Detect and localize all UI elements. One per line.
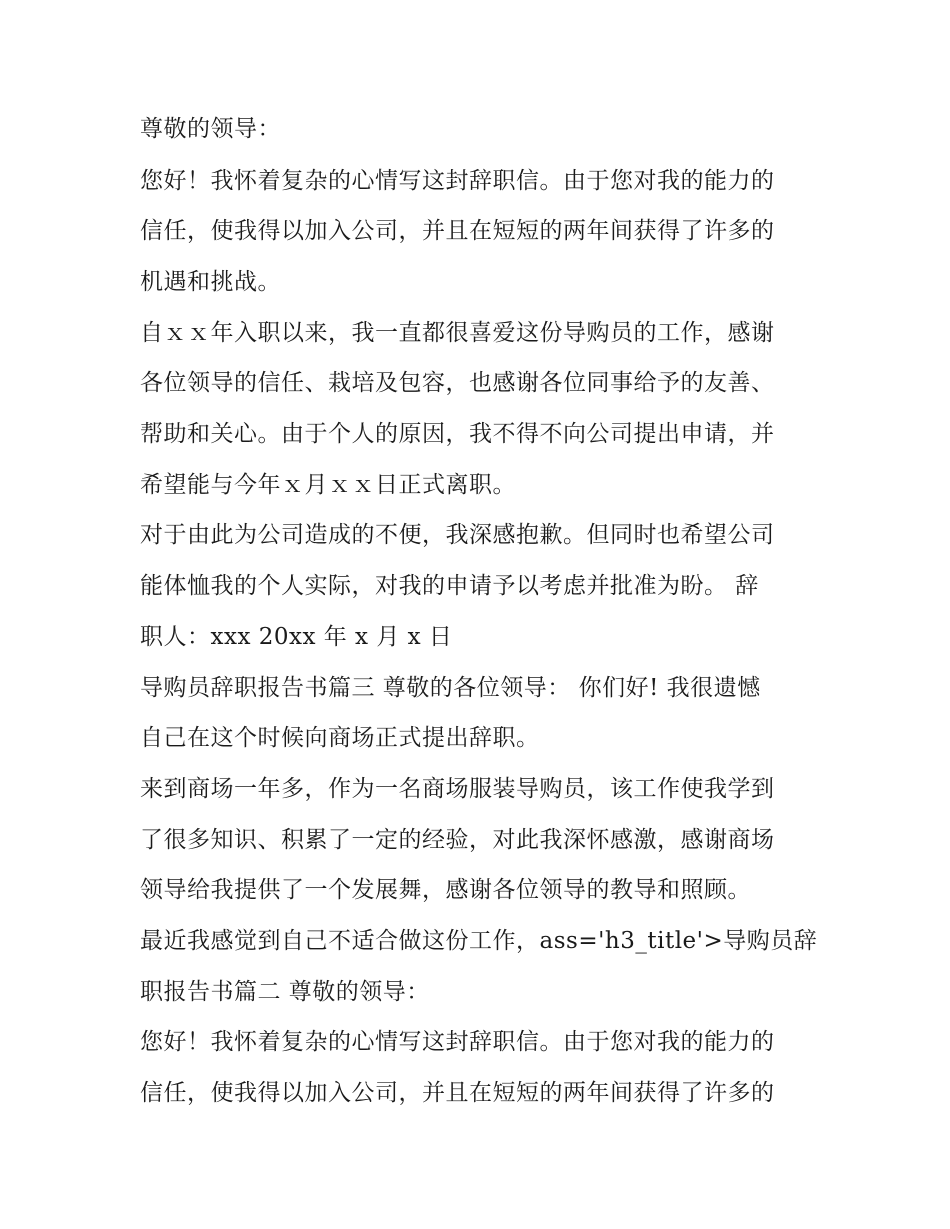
text-line: 希望能与今年ｘ月ｘｘ日正式离职。 (140, 472, 516, 498)
text-line: 对于由此为公司造成的不便，我深感抱歉。但同时也希望公司 (140, 522, 775, 548)
text-line: 能体恤我的个人实际，对我的申请予以考虑并批准为盼。 辞 (140, 573, 759, 599)
text-line: 您好！我怀着复杂的心情写这封辞职信。由于您对我的能力的 (140, 168, 775, 194)
text-line: 信任，使我得以加入公司，并且在短短的两年间获得了许多的 (140, 218, 775, 244)
text-line: 领导给我提供了一个发展舞，感谢各位领导的教导和照顾。 (140, 877, 751, 903)
text-line: 自己在这个时候向商场正式提出辞职。 (140, 725, 540, 751)
text-line: 来到商场一年多，作为一名商场服装导购员，该工作使我学到 (140, 776, 775, 802)
text-line: 各位领导的信任、栽培及包容，也感谢各位同事给予的友善、 (140, 370, 775, 396)
text-line: 导购员辞职报告书篇三 尊敬的各位领导： 你们好! 我很遗憾 (140, 675, 761, 701)
text-line: 尊敬的领导： (140, 116, 281, 142)
text-line: 职人：xxx 20xx 年 x 月 x 日 (140, 624, 453, 650)
text-line: 您好！我怀着复杂的心情写这封辞职信。由于您对我的能力的 (140, 1029, 775, 1055)
text-line: 职报告书篇二 尊敬的领导： (140, 979, 430, 1005)
text-line: 最近我感觉到自己不适合做这份工作，ass='h3_title'>导购员辞 (140, 928, 818, 954)
text-line: 自ｘｘ年入职以来，我一直都很喜爱这份导购员的工作，感谢 (140, 320, 775, 346)
text-line: 帮助和关心。由于个人的原因，我不得不向公司提出申请，并 (140, 421, 775, 447)
text-line: 机遇和挑战。 (140, 269, 281, 295)
text-line: 了很多知识、积累了一定的经验，对此我深怀感激，感谢商场 (140, 827, 775, 853)
text-line: 信任，使我得以加入公司，并且在短短的两年间获得了许多的 (140, 1080, 775, 1106)
